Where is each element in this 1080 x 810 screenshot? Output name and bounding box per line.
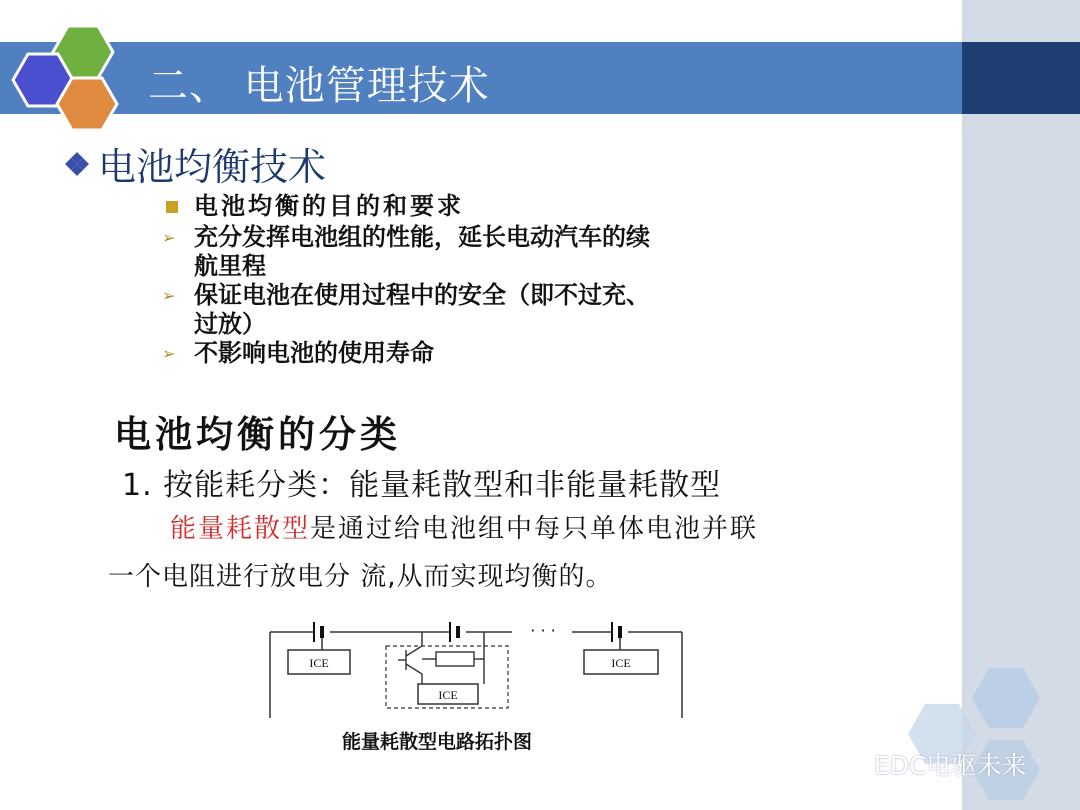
watermark-text: EDC电驱未来 <box>874 751 1027 780</box>
bullet-list <box>160 192 840 368</box>
classification-line-3: 一个电阻进行放电分 流,从而实现均衡的。 <box>108 562 613 592</box>
square-bullet-icon <box>166 201 178 213</box>
ellipsis-label: · · · <box>530 621 556 640</box>
arrow-bullet-icon: ➢ <box>162 344 176 363</box>
bullet-line: 充分发挥电池组的性能，延长电动汽车的续 <box>194 223 650 251</box>
bullet-line: 航里程 <box>194 252 266 280</box>
bullet-item <box>160 339 840 368</box>
slide-title: 二、 电池管理技术 <box>148 63 490 109</box>
arrow-bullet-icon: ➢ <box>162 286 176 305</box>
bullet-item <box>160 223 840 281</box>
ice-label: ICE <box>309 656 329 670</box>
title-bar-dark-segment <box>962 42 1080 114</box>
ice-label: ICE <box>611 656 631 670</box>
bullet-line: 保证电池在使用过程中的安全（即不过充、 <box>194 281 650 309</box>
diamond-bullet-icon <box>64 151 90 177</box>
bullet-item <box>160 281 840 339</box>
bullet-line: 过放） <box>194 310 266 338</box>
bullet-line: 不影响电池的使用寿命 <box>194 339 434 367</box>
hexagon-logo <box>0 18 140 136</box>
bullet-main <box>160 192 840 221</box>
highlight-term: 能量耗散型 <box>170 514 311 544</box>
classification-line-1: 1. 按能耗分类：能量耗散型和非能量耗散型 <box>122 468 722 503</box>
decorative-hexagons <box>905 660 1080 810</box>
transistor <box>398 646 422 684</box>
wechat-icon <box>820 748 868 780</box>
arrow-bullet-icon: ➢ <box>162 228 176 247</box>
classification-heading: 电池均衡的分类 <box>114 413 401 456</box>
watermark <box>820 746 1027 782</box>
circuit-diagram <box>262 612 692 724</box>
ice-label: ICE <box>438 688 458 702</box>
resistor <box>436 652 474 666</box>
section-heading-text: 电池均衡技术 <box>98 145 327 189</box>
figure-caption: 能量耗散型电路拓扑图 <box>342 731 533 753</box>
classification-line-2-rest: 是通过给电池组中每只单体电池并联 <box>310 514 759 544</box>
classification-line-2 <box>170 508 758 545</box>
bullet-main-text: 电池均衡的目的和要求 <box>194 192 464 220</box>
section-heading <box>64 136 326 191</box>
